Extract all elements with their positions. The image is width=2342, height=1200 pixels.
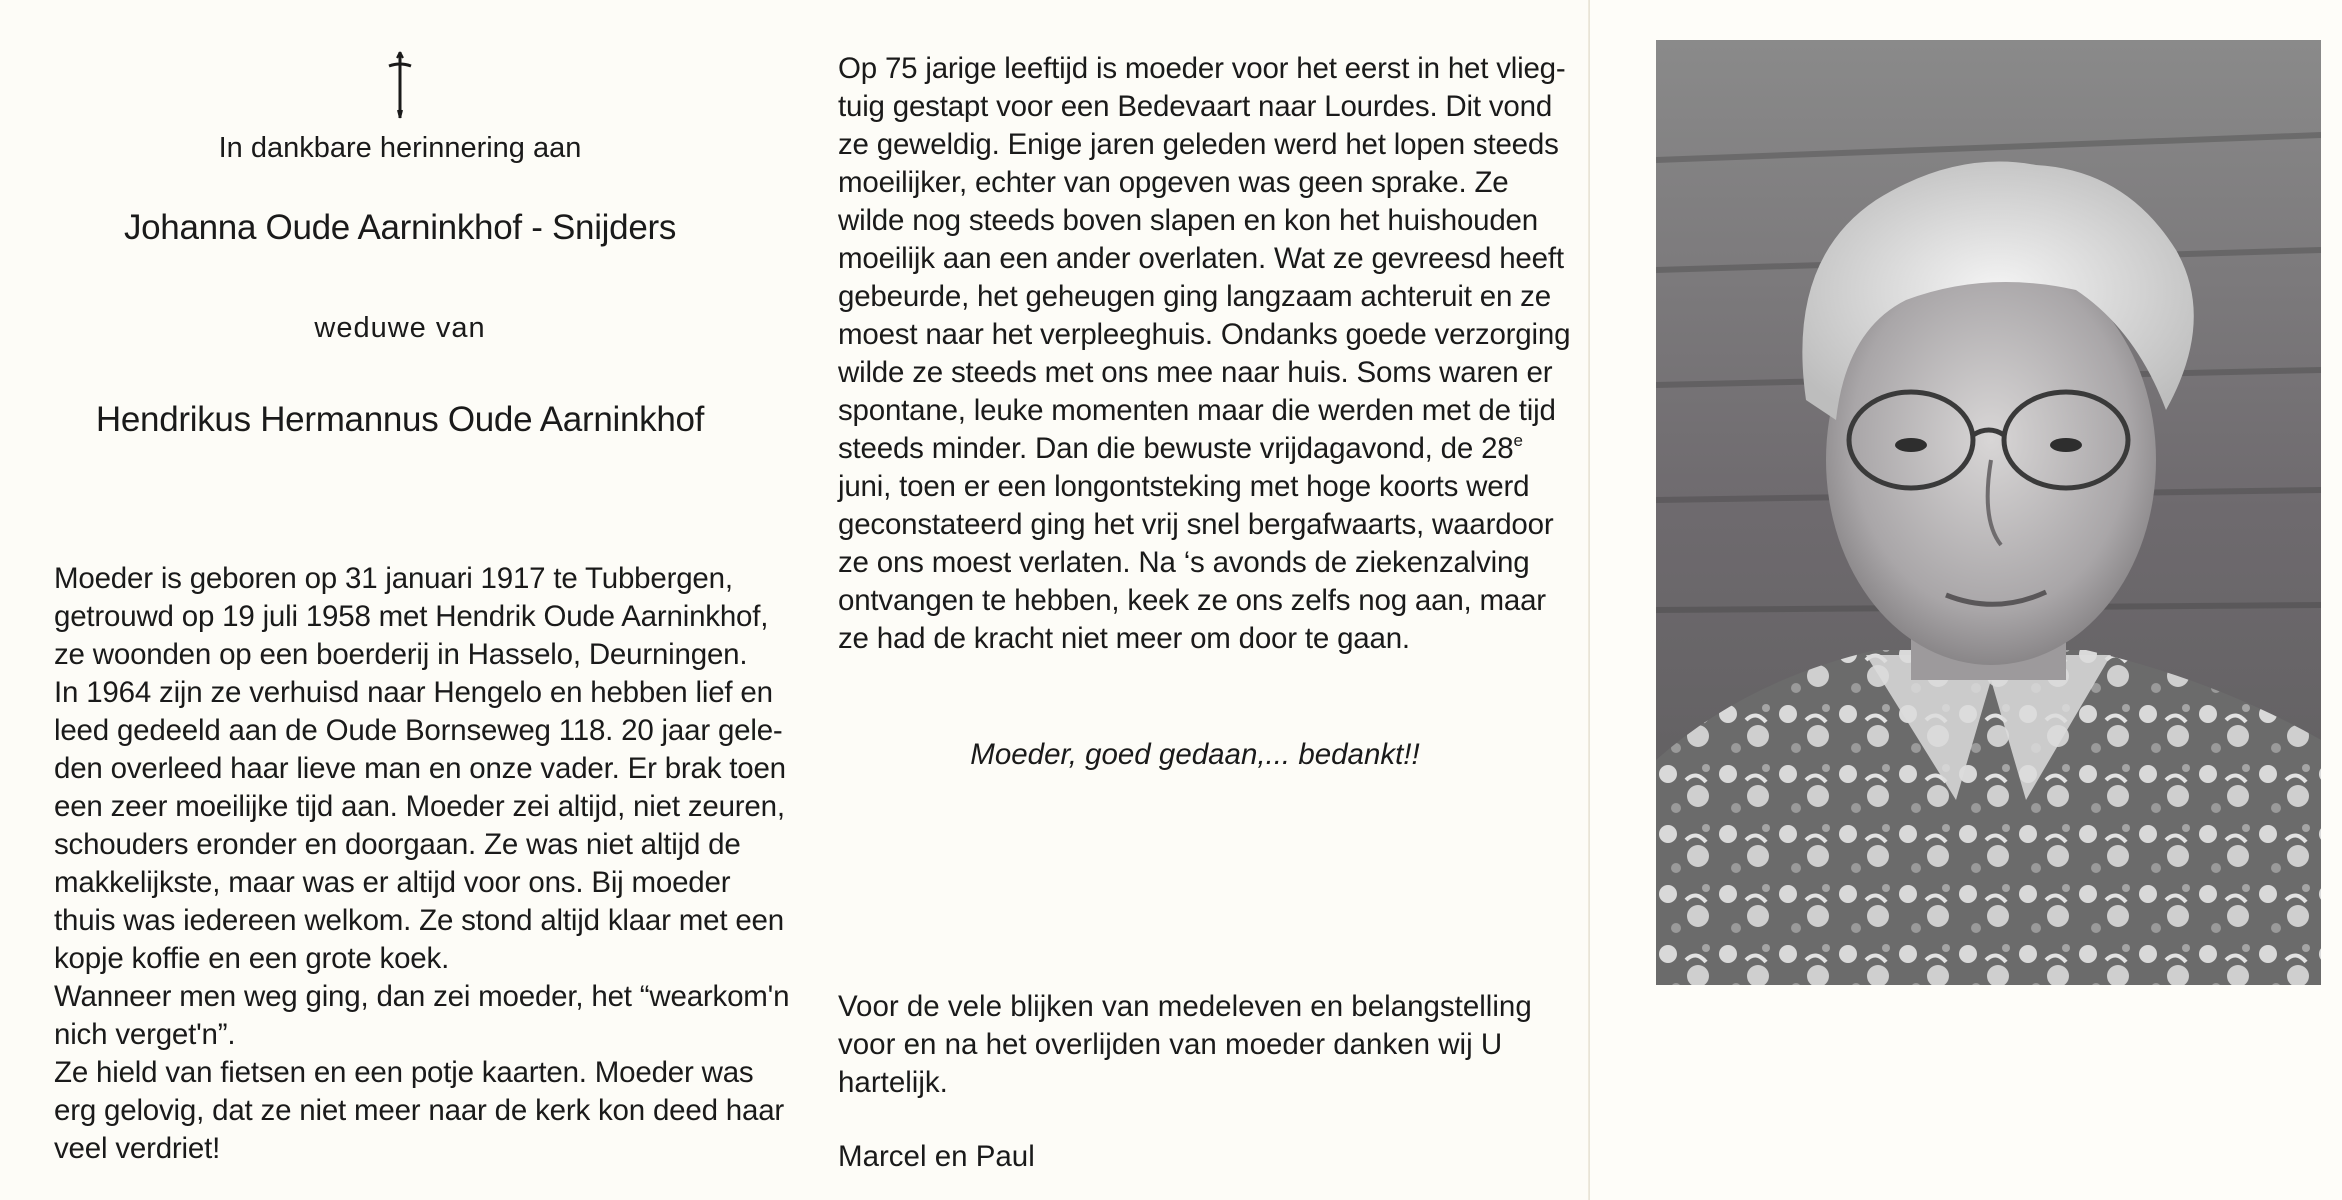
text-line: den overleed haar lieve man en onze vader. Er brak toen (54, 752, 786, 785)
text-line: geconstateerd ging het vrij snel bergafwaarts, waardoor (838, 508, 1554, 541)
text-line: ontvangen te hebben, keek ze ons zelfs nog aan, maar (838, 584, 1546, 617)
text-line: kopje koffie en een grote koek. (54, 942, 450, 975)
text-line: makkelijkste, maar was er altijd voor ons. Bij moeder (54, 866, 731, 899)
portrait-photo (1656, 40, 2321, 985)
ordinal-suffix: e (1513, 431, 1523, 450)
text-line: ze had de kracht niet meer om door te gaan. (838, 622, 1410, 655)
text-line: wilde nog steeds boven slapen en kon het huishouden (838, 204, 1538, 237)
deceased-name: Johanna Oude Aarninkhof - Snijders (123, 208, 677, 247)
text-line: ze woonden op een boerderij in Hasselo, Deurningen. (54, 638, 748, 671)
text-line: moest naar het verpleeghuis. Ondanks goede verzorging (838, 318, 1571, 351)
text-line: leed gedeeld aan de Oude Bornseweg 118. 20 jaar gele- (54, 714, 783, 747)
text-line: Ze hield van fietsen en een potje kaarten. Moeder was (54, 1056, 754, 1089)
text-line: nich verget'n”. (54, 1018, 236, 1051)
cross-icon (385, 50, 415, 120)
date-text: steeds minder. Dan die bewuste vrijdagavond, de 28 (838, 432, 1514, 465)
text-line: juni, toen er een longontsteking met hoge koorts werd (838, 470, 1530, 503)
text-line: getrouwd op 19 juli 1958 met Hendrik Oude Aarninkhof, (54, 600, 769, 633)
text-line-with-sup (838, 430, 1532, 468)
gratitude-note (838, 988, 1532, 1102)
text-line: Wanneer men weg ging, dan zei moeder, het “wearkom'n (54, 980, 790, 1013)
text-line: Voor de vele blijken van medeleven en belangstelling (838, 990, 1532, 1023)
text-line: ze geweldig. Enige jaren geleden werd het lopen steeds (838, 128, 1559, 161)
text-line: gebeurde, het geheugen ging langzaam achteruit en ze (838, 280, 1551, 313)
text-line: een zeer moeilijke tijd aan. Moeder zei altijd, niet zeuren, (54, 790, 785, 823)
biography-left (54, 560, 790, 1168)
text-line: voor en na het overlijden van moeder danken wij U (838, 1028, 1503, 1061)
portrait-illustration (1656, 40, 2321, 985)
text-line: schouders eronder en doorgaan. Ze was niet altijd de (54, 828, 741, 861)
husband-name: Hendrikus Hermannus Oude Aarninkhof (95, 400, 705, 439)
text-line: moeilijk aan een ander overlaten. Wat ze gevreesd heeft (838, 242, 1564, 275)
text-line: wilde ze steeds met ons mee naar huis. Soms waren er (838, 356, 1553, 389)
thanks-quote: Moeder, goed gedaan,... bedankt!! (970, 738, 1420, 771)
signoff: Marcel en Paul (838, 1140, 1035, 1173)
text-line: tuig gestapt voor een Bedevaart naar Lourdes. Dit vond (838, 90, 1553, 123)
text-line: thuis was iedereen welkom. Ze stond altijd klaar met een (54, 904, 784, 937)
text-line: In 1964 zijn ze verhuisd naar Hengelo en hebben lief en (54, 676, 773, 709)
widow-of-line: weduwe van (314, 312, 486, 344)
text-line: Moeder is geboren op 31 januari 1917 te Tubbergen, (54, 562, 733, 595)
text-line: erg gelovig, dat ze niet meer naar de kerk kon deed haar (54, 1094, 785, 1127)
text-line: veel verdriet! (54, 1132, 221, 1165)
text-line: moeilijker, echter van opgeven was geen sprake. Ze (838, 166, 1509, 199)
intro-line: In dankbare herinnering aan (218, 132, 582, 164)
text-line: Op 75 jarige leeftijd is moeder voor het eerst in het vlieg- (838, 52, 1566, 85)
text-line: ze ons moest verlaten. Na ‘s avonds de ziekenzalving (838, 546, 1530, 579)
left-panel (0, 0, 800, 1200)
biography-middle (838, 50, 1571, 658)
text-line: spontane, leuke momenten maar die werden met de tijd (838, 394, 1556, 427)
text-line: hartelijk. (838, 1066, 948, 1099)
